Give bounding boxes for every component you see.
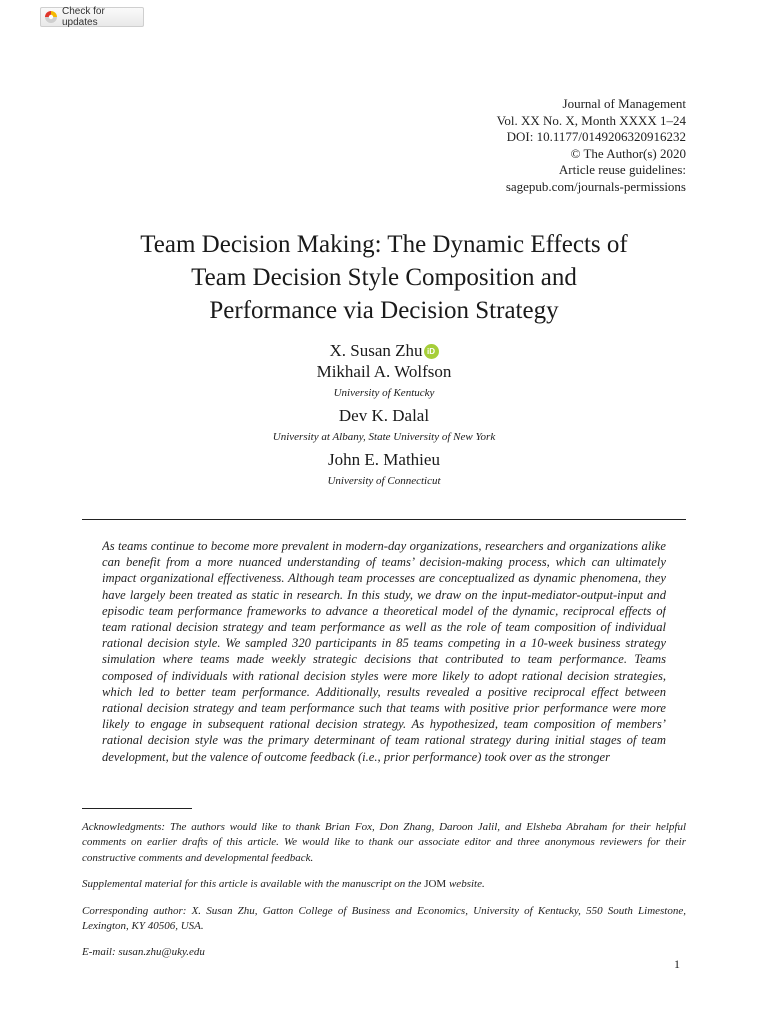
title-line-1: Team Decision Making: The Dynamic Effects of — [140, 231, 628, 258]
author-dalal: Dev K. Dalal — [338, 406, 430, 425]
journal-copyright: © The Author(s) 2020 — [570, 145, 686, 161]
acknowledgments-note: Acknowledgments: The authors would like to thank Brian Fox, Don Zhang, Daroon Jalil, and Elsheba Abraham for their helpful comments on earlier drafts of this article. We would like to thank our associate editor and three anonymous reviewers for their constructive comments and developmental feedback. — [82, 821, 686, 864]
author-zhu-name: X. Susan Zhu — [329, 341, 423, 360]
supplemental-note — [82, 877, 686, 892]
footnotes — [82, 820, 686, 972]
email-note[interactable]: E-mail: susan.zhu@uky.edu — [82, 946, 205, 959]
journal-info — [497, 96, 686, 195]
journal-name: Journal of Management — [562, 96, 686, 111]
journal-doi: DOI: 10.1177/0149206320916232 — [506, 129, 686, 144]
author-block — [40, 340, 728, 493]
check-for-updates-label: Check for updates — [62, 6, 105, 28]
affiliation-albany: University at Albany, State University of New York — [272, 431, 496, 443]
abstract-text: As teams continue to become more prevalent in modern-day organizations, researchers and organizations alike can benefit from a more nuanced understanding of teams’ decision-making process, which can ultimately impact organizational effectiveness. Although team processes are conceptualized as dynamic phenomena, they have largely been treated as static in research. In this study, we draw on the input-mediator-output-input and episodic team performance frameworks to advance a theoretical model of the dynamic, reciprocal effects of team rational decision strategy and team performance as well as the role of team composition of individual rational decision style. We sampled 320 participants in 85 teams competing in a 10-week business strategy simulation where teams made weekly strategic decisions that contributed to team performance. Teams composed of individuals with rational decision styles were more likely to adopt rational decision strategies, which led to better team performance. Additionally, results revealed a positive reciprocal effect between rational decision strategy and team performance such that teams with positive prior performance were more likely to engage in subsequent rational decision strategy. As hypothesized, team composition of members’ rational decision style was the primary determinant of team rational strategy during initial stages of team development, but the valence of outcome feedback (i.e., prior performance) took over as the stronger — [102, 539, 666, 764]
reuse-guidelines-label: Article reuse guidelines: — [558, 162, 686, 177]
orcid-icon[interactable]: iD — [424, 344, 439, 359]
check-for-updates-button[interactable] — [40, 7, 144, 27]
affiliation-connecticut: University of Connecticut — [327, 475, 441, 487]
journal-volume: Vol. XX No. X, Month XXXX 1–24 — [496, 112, 686, 128]
abstract-divider — [82, 519, 686, 520]
supplemental-suffix: website. — [446, 878, 485, 891]
corresponding-author-note: Corresponding author: X. Susan Zhu, Gatton College of Business and Economics, University of Kentucky, 550 South Limestone, Lexington, KY 40506, USA. — [82, 904, 686, 933]
author-wolfson: Mikhail A. Wolfson — [316, 362, 452, 381]
check-for-updates-icon — [44, 10, 58, 24]
permissions-link[interactable]: sagepub.com/journals-permissions — [505, 178, 686, 194]
affiliation-kentucky: University of Kentucky — [333, 387, 435, 399]
article-title — [40, 228, 728, 327]
author-mathieu: John E. Mathieu — [328, 450, 440, 469]
author-zhu — [40, 340, 728, 361]
title-line-3: Performance via Decision Strategy — [209, 297, 559, 324]
footnote-divider — [82, 808, 192, 809]
jom-link[interactable]: JOM — [424, 878, 447, 891]
title-line-2: Team Decision Style Composition and — [191, 264, 577, 291]
supplemental-text: Supplemental material for this article is available with the manuscript on the — [82, 878, 425, 891]
page-number: 1 — [674, 957, 680, 971]
